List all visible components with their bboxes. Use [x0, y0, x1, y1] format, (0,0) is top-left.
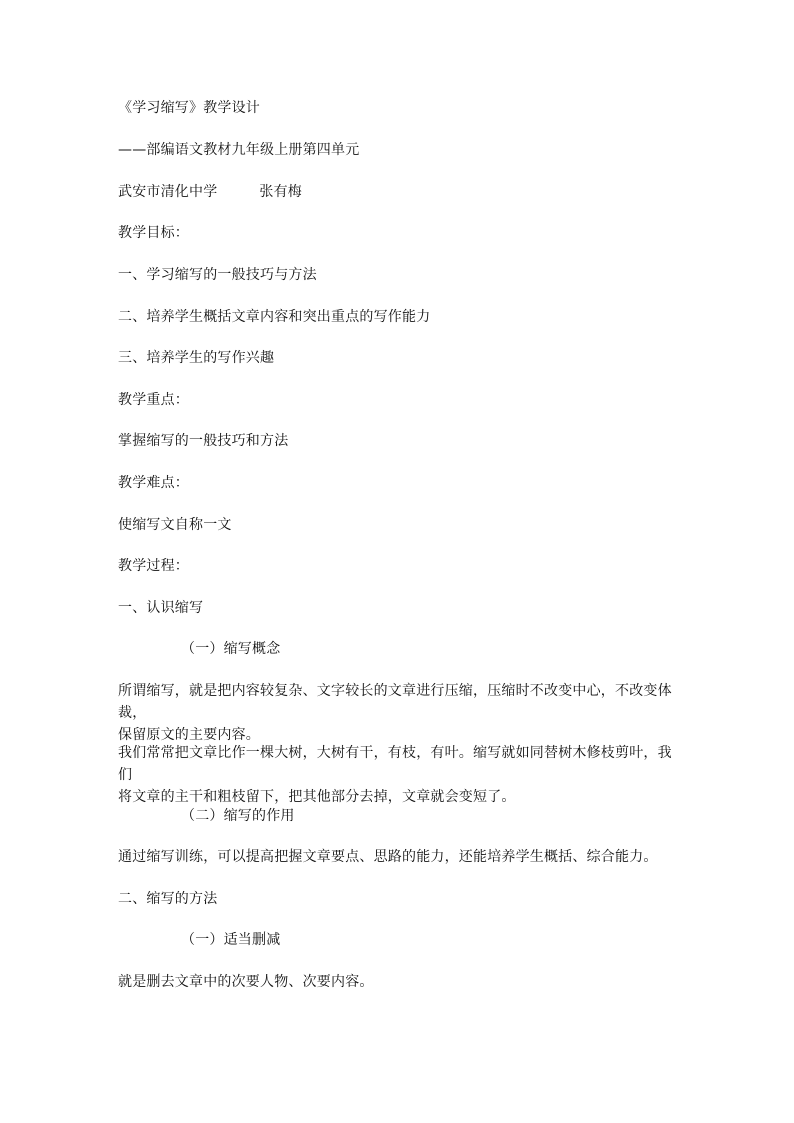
goal-item-3: 三、培养学生的写作兴趣: [118, 350, 275, 366]
key-points-text: 掌握缩写的一般技巧和方法: [118, 433, 289, 449]
section1-heading: 一、认识缩写: [118, 600, 204, 616]
paragraph-line: 所谓缩写，就是把内容较复杂、文字较长的文章进行压缩，压缩时不改变中心，不改变体裁，: [118, 683, 672, 721]
document-subtitle: ——部编语文教材九年级上册第四单元: [118, 142, 360, 158]
section2-sub1-paragraph: 就是删去文章中的次要人物、次要内容。: [118, 974, 374, 990]
section2-heading: 二、缩写的方法: [118, 891, 218, 907]
key-points-heading: 教学重点：: [118, 392, 189, 408]
paragraph-line: 我们常常把文章比作一棵大树，大树有干，有枝，有叶。缩写就如同替树木修枝剪叶，我们: [118, 745, 672, 783]
author-line: [118, 181, 302, 203]
goal-item-2: 二、培养学生概括文章内容和突出重点的写作能力: [118, 309, 431, 325]
difficulties-heading: 教学难点：: [118, 475, 189, 491]
author-name: 张有梅: [259, 184, 303, 200]
section2-sub1-heading: （一）适当删减: [181, 932, 281, 948]
section1-sub1-paragraph2: [118, 742, 683, 808]
school-name: 武安市清化中学: [118, 184, 218, 200]
process-heading: 教学过程：: [118, 558, 189, 574]
document-title: 《学习缩写》教学设计: [118, 100, 260, 116]
section1-sub2-paragraph: 通过缩写训练，可以提高把握文章要点、思路的能力，还能培养学生概括、综合能力。: [118, 849, 658, 865]
section1-sub2-heading: （二）缩写的作用: [181, 808, 295, 824]
section1-sub1-paragraph1: [118, 680, 683, 746]
paragraph-line: 将文章的主干和粗枝留下，把其他部分去掉，文章就会变短了。: [118, 789, 516, 805]
paragraph-line: 保留原文的主要内容。: [118, 727, 260, 743]
goal-item-1: 一、学习缩写的一般技巧与方法: [118, 267, 317, 283]
goals-heading: 教学目标：: [118, 225, 189, 241]
difficulties-text: 使缩写文自称一文: [118, 517, 232, 533]
section1-sub1-heading: （一）缩写概念: [181, 641, 281, 657]
